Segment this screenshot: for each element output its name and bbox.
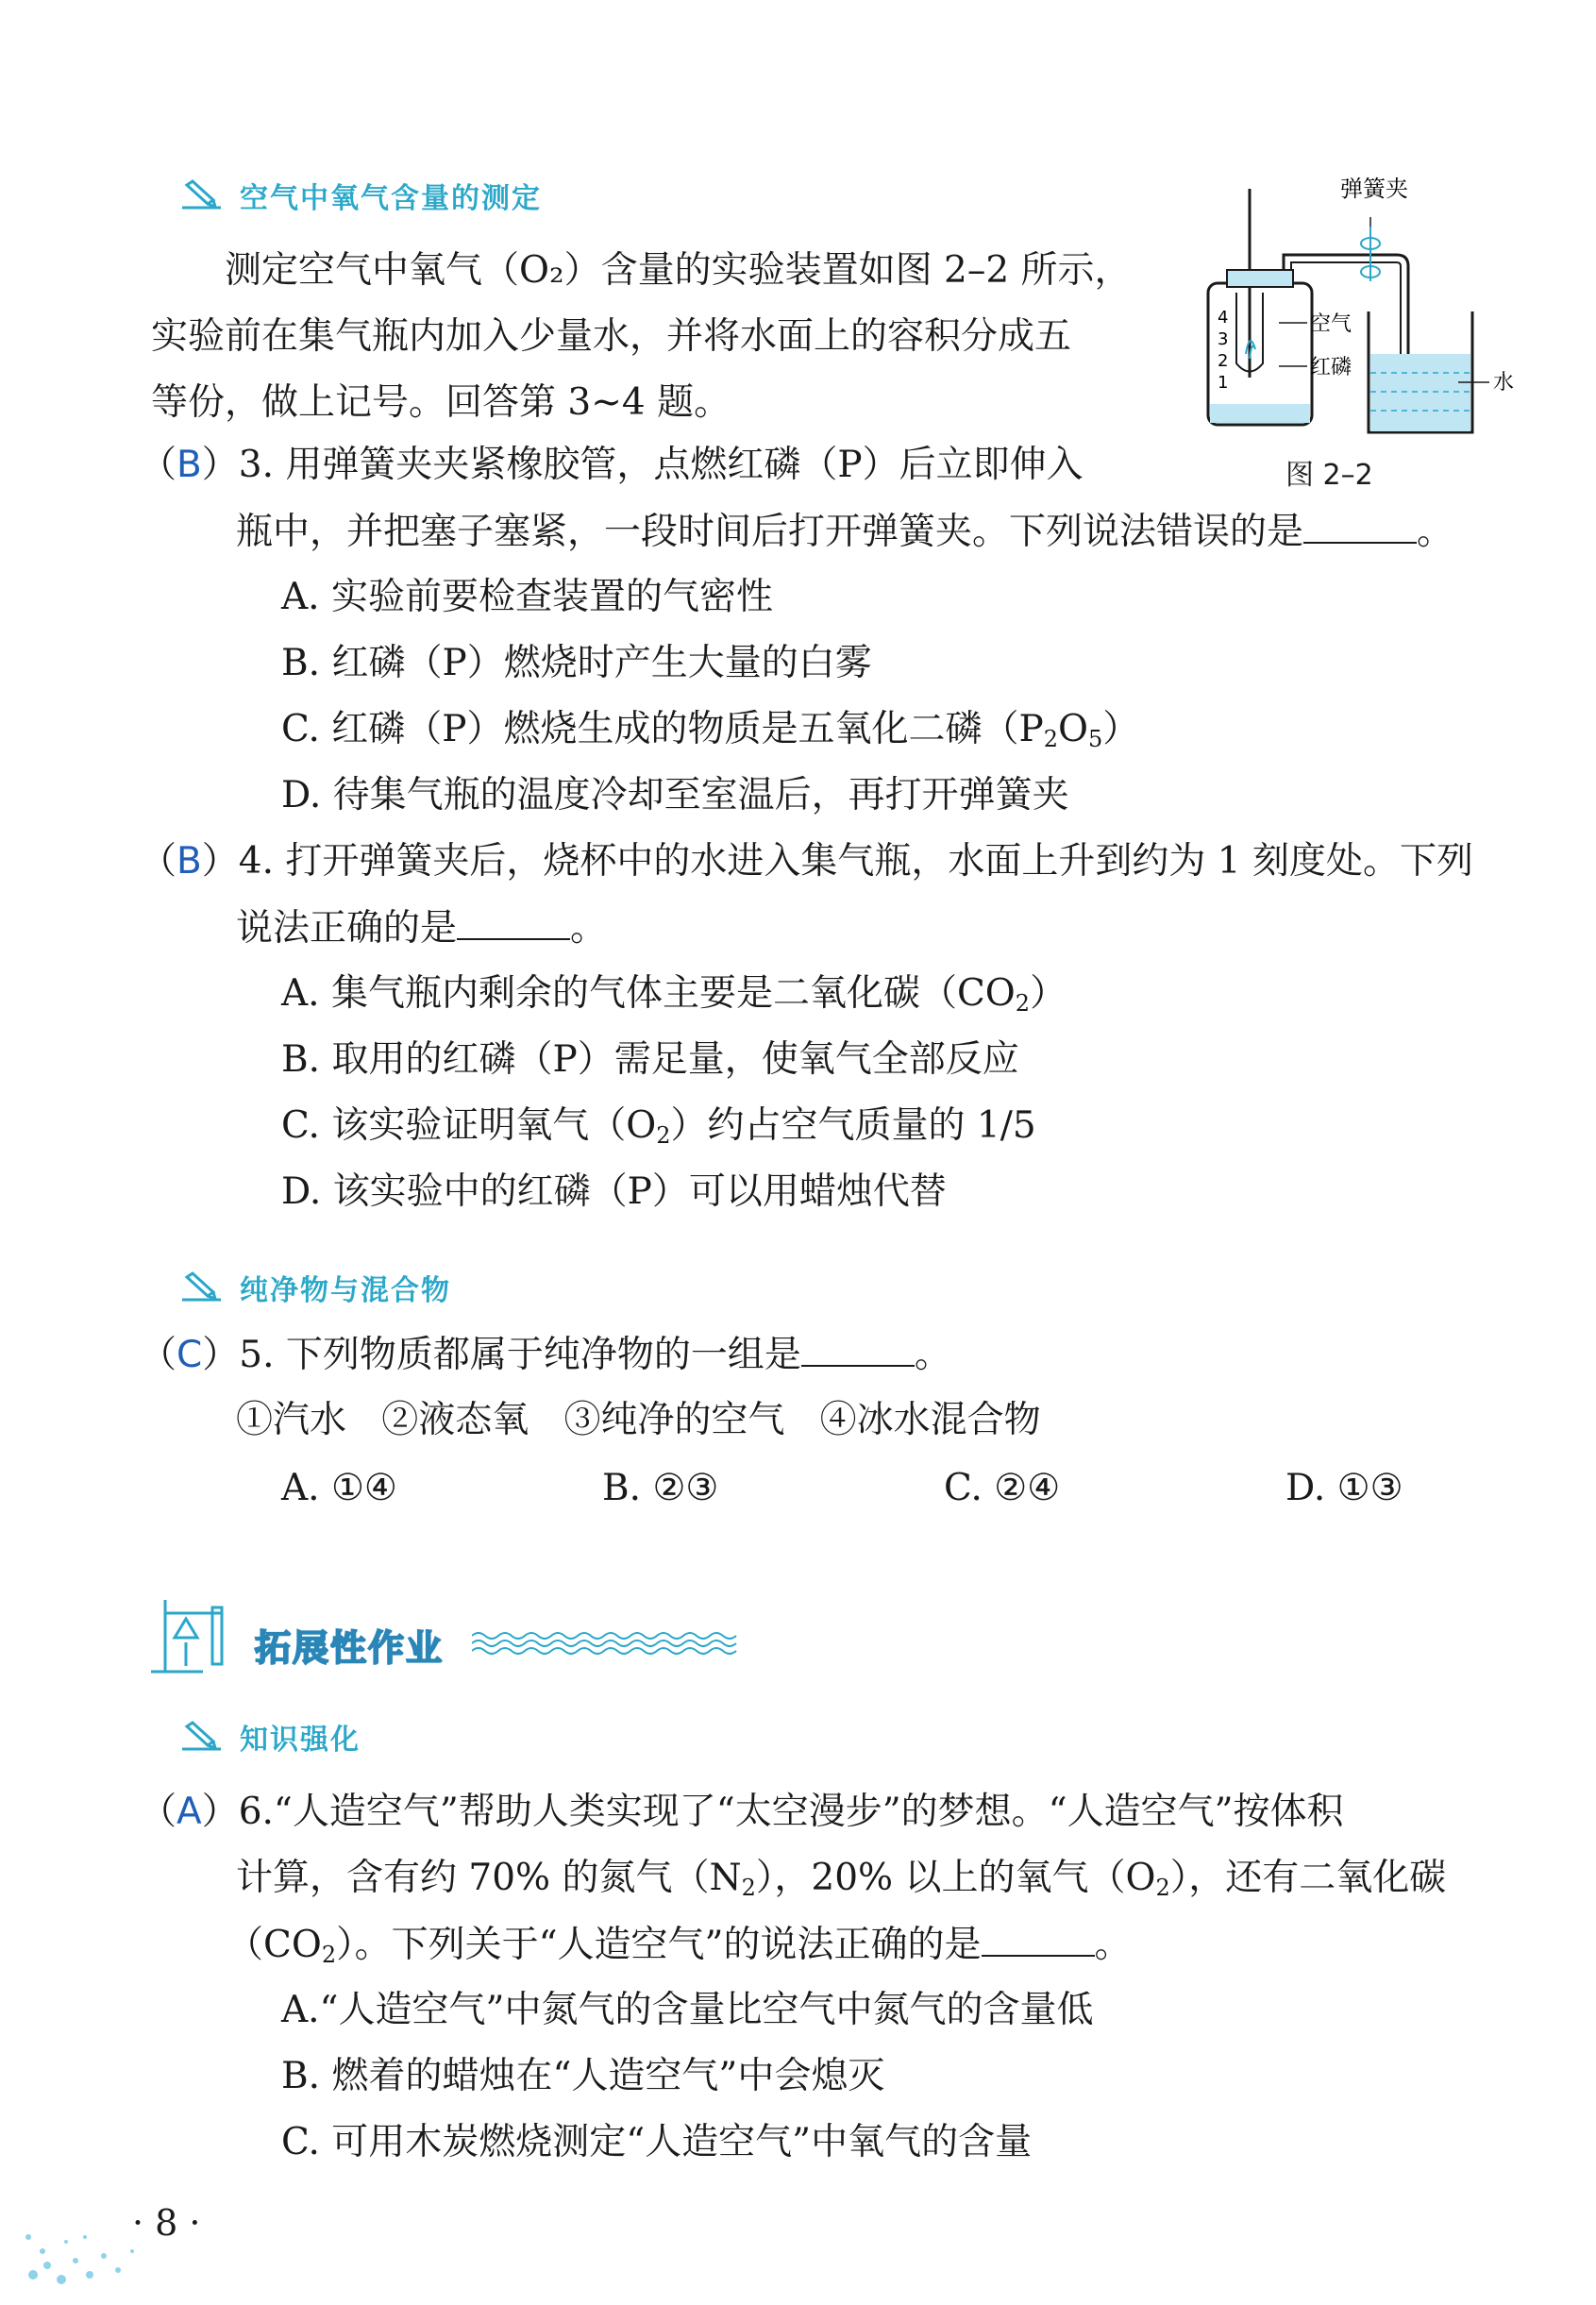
scale-label: 3 [1218, 329, 1229, 349]
figure-apparatus [1189, 170, 1538, 444]
answer-q5: C [176, 1334, 203, 1376]
q6-option-b: B. 燃着的蜡烛在“人造空气”中会熄灭 [281, 2055, 885, 2097]
section-heading-oxygen [179, 175, 542, 216]
q5-option-b: B. ②③ [602, 1467, 719, 1509]
q3-option-c: C. 红磷（P）燃烧生成的物质是五氧化二磷$(P_2O_5)$ [281, 708, 1140, 752]
banner-title: 拓展性作业 [255, 1627, 445, 1669]
label-air: 空气 [1310, 312, 1352, 336]
q3-option-b: B. 红磷（P）燃烧时产生大量的白雾 [281, 642, 872, 684]
answer-blank [1303, 508, 1417, 544]
page-number: · 8 · [132, 2202, 201, 2244]
q6-option-a: A.“人造空气”中氮气的含量比空气中氮气的含量低 [281, 1989, 1094, 2031]
q4-option-a: A. 集气瓶内剩余的气体主要是二氧化碳$(CO_2)$ [281, 972, 1067, 1017]
q3-option-a: A. 实验前要检查装置的气密性 [281, 576, 773, 618]
section-title: 知识强化 [240, 1724, 361, 1757]
question-6-stem-2: 计算，含有约 70% 的氮气$(N_2)$，20% 以上的氧气$(O_2)$，还有二氧化碳 [236, 1857, 1447, 1901]
q4-option-b: B. 取用的红磷（P）需足量，使氧气全部反应 [281, 1038, 1019, 1081]
intro-line-1: 测定空气中氧气（O₂）含量的实验装置如图 2–2 所示， [225, 249, 1132, 292]
lab-apparatus-icon [146, 1590, 231, 1675]
q6-option-c: C. 可用木炭燃烧测定“人造空气”中氧气的含量 [281, 2121, 1033, 2163]
q4-option-c: C. 该实验证明氧气$(O_2)$约占空气质量的 1/5 [281, 1104, 1036, 1149]
section-title: 空气中氧气含量的测定 [240, 182, 542, 215]
answer-q6: A [176, 1791, 202, 1833]
answer-blank [982, 1921, 1095, 1957]
section-heading-knowledge [179, 1716, 361, 1758]
answer-blank [801, 1331, 915, 1367]
answer-q3: B [176, 444, 202, 486]
answer-blank [457, 904, 570, 940]
section-title: 纯净物与混合物 [240, 1274, 451, 1307]
question-3-stem-2: 瓶中，并把塞子塞紧，一段时间后打开弹簧夹。下列说法错误的是 。 [236, 508, 1453, 556]
question-4-stem: （B）4. 打开弹簧夹后，烧杯中的水进入集气瓶，水面上升到约为 1 刻度处。下列 [140, 840, 1474, 883]
q3-option-d: D. 待集气瓶的温度冷却至室温后，再打开弹簧夹 [281, 774, 1069, 816]
label-clip: 弹簧夹 [1340, 176, 1408, 202]
question-5-stem: （C）5. 下列物质都属于纯净物的一组是 。 [140, 1331, 951, 1379]
label-water: 水 [1493, 371, 1515, 395]
figure-caption: 图 2–2 [1285, 459, 1373, 492]
scale-label: 4 [1218, 308, 1229, 328]
question-6-stem-3: $(CO_2)$。下列关于“人造空气”的说法正确的是 。 [227, 1921, 1132, 1969]
q4-option-d: D. 该实验中的红磷（P）可以用蜡烛代替 [281, 1170, 947, 1213]
pencil-icon [179, 1271, 227, 1304]
question-4-stem-2: 说法正确的是 。 [236, 904, 607, 952]
intro-line-2: 实验前在集气瓶内加入少量水，并将水面上的容积分成五 [151, 315, 1072, 358]
banner-wave-decoration [472, 1628, 746, 1657]
pencil-icon [179, 1721, 227, 1753]
q5-option-a: A. ①④ [281, 1467, 397, 1509]
answer-q4: B [176, 840, 202, 883]
label-phosphorus: 红磷 [1310, 356, 1352, 379]
question-3-stem: （B）3. 用弹簧夹夹紧橡胶管，点燃红磷（P）后立即伸入 [140, 444, 1084, 486]
section-heading-pure-substance [179, 1267, 451, 1308]
pencil-icon [179, 179, 227, 211]
scale-label: 1 [1218, 373, 1229, 393]
question-6-stem: （A）6.“人造空气”帮助人类实现了“太空漫步”的梦想。“人造空气”按体积 [140, 1791, 1344, 1833]
q5-option-d: D. ①③ [1285, 1467, 1403, 1509]
q5-option-c: C. ②④ [944, 1467, 1061, 1509]
intro-line-3: 等份，做上记号。回答第 3~4 题。 [151, 381, 731, 424]
q5-items: ①汽水 ②液态氧 ③纯净的空气 ④冰水混合物 [236, 1399, 1041, 1441]
scale-label: 2 [1218, 351, 1229, 371]
